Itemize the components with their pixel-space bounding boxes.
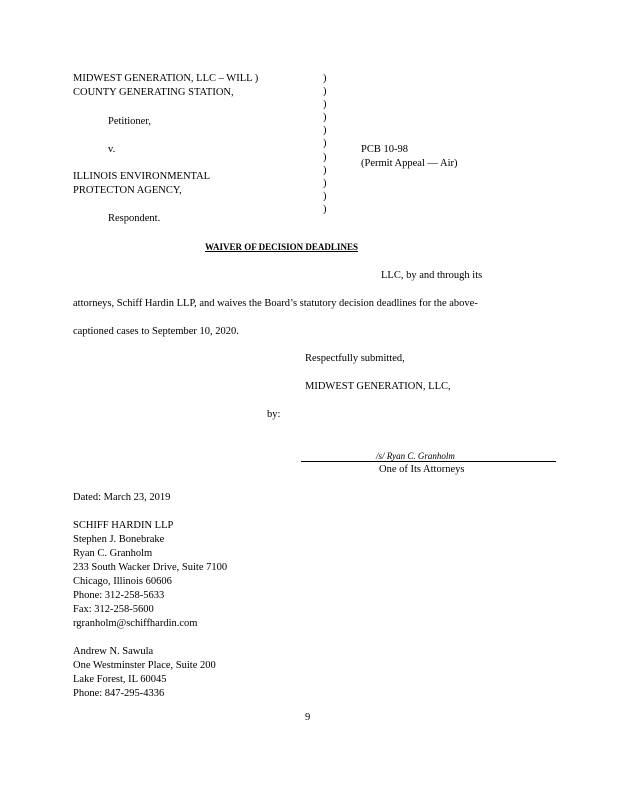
petitioner-name-line2: COUNTY GENERATING STATION, [73, 87, 234, 98]
firm-line: Fax: 312-258-5600 [73, 604, 154, 615]
attorney-line: Andrew N. Sawula [73, 646, 154, 657]
by-label: by: [267, 409, 281, 420]
body-line-2: attorneys, Schiff Hardin LLP, and waives the Board’s statutory decision deadlines for the above- [73, 298, 478, 309]
petitioner-name-line1: MIDWEST GENERATION, LLC – WILL ) [73, 73, 259, 84]
document-heading: WAIVER OF DECISION DEADLINES [205, 242, 358, 252]
body-line-1: LLC, by and through its [381, 270, 483, 281]
signer-role: One of Its Attorneys [379, 464, 465, 475]
versus-label: v. [108, 144, 116, 155]
respondent-name-line1: ILLINOIS ENVIRONMENTAL [73, 171, 211, 182]
case-type: (Permit Appeal — Air) [361, 158, 458, 169]
firm-line: Chicago, Illinois 60606 [73, 576, 172, 587]
firm-line: Stephen J. Bonebrake [73, 534, 165, 545]
firm-line: Ryan C. Granholm [73, 548, 153, 559]
page-number: 9 [305, 712, 311, 723]
attorney-line: Lake Forest, IL 60045 [73, 674, 167, 685]
attorney-line: One Westminster Place, Suite 200 [73, 660, 216, 671]
date-line: Dated: March 23, 2019 [73, 492, 171, 503]
signature-line [301, 461, 556, 462]
caption-parentheses: ) ) ) ) ) ) ) ) ) ) ) [323, 73, 327, 215]
case-number: PCB 10-98 [361, 144, 408, 155]
petitioner-label: Petitioner, [108, 116, 152, 127]
firm-line: Phone: 312-258-5633 [73, 590, 165, 601]
closing-line: Respectfully submitted, [305, 353, 405, 364]
firm-name: SCHIFF HARDIN LLP [73, 520, 174, 531]
attorney-line: Phone: 847-295-4336 [73, 688, 165, 699]
firm-email: rgranholm@schiffhardin.com [73, 618, 198, 629]
party-name: MIDWEST GENERATION, LLC, [305, 381, 451, 392]
firm-line: 233 South Wacker Drive, Suite 7100 [73, 562, 228, 573]
electronic-signature: /s/ Ryan C. Granholm [376, 451, 455, 461]
respondent-label: Respondent. [108, 213, 161, 224]
respondent-name-line2: PROTECTON AGENCY, [73, 185, 182, 196]
body-line-3: captioned cases to September 10, 2020. [73, 326, 239, 337]
